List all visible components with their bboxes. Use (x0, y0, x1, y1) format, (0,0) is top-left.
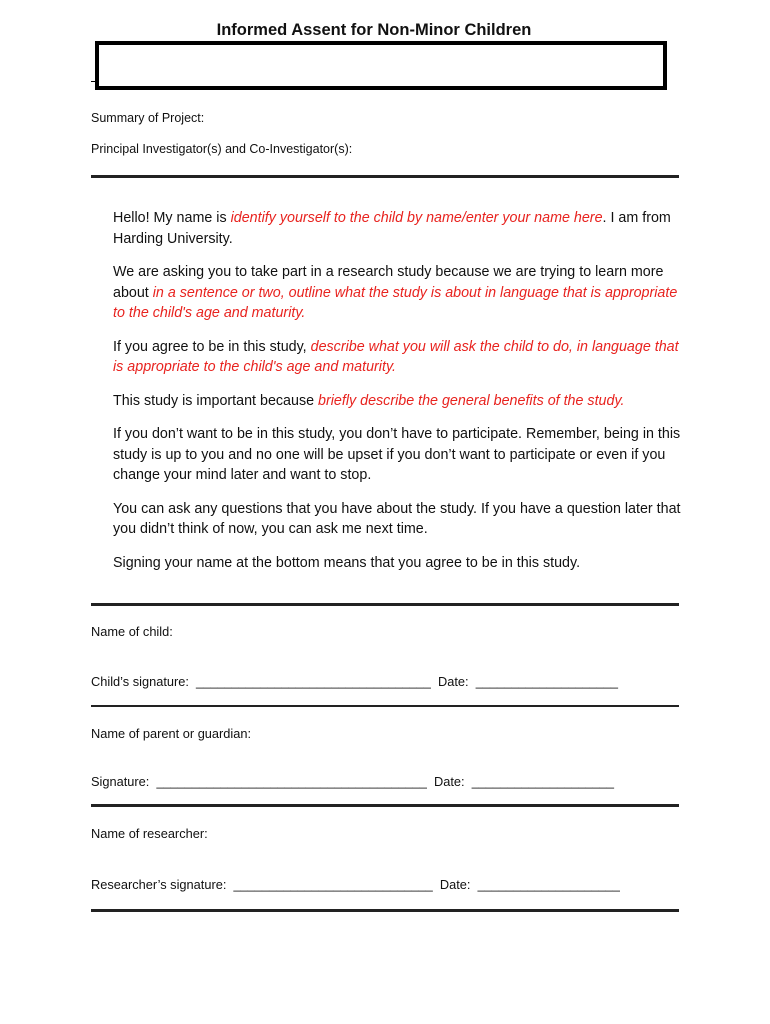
paragraph-benefits: This study is important because briefly describe the general benefits of the study. (113, 392, 625, 409)
summary-label: Summary of Project: (91, 111, 205, 125)
child-section-divider (91, 705, 679, 707)
assent-body (113, 208, 683, 586)
parent-name-label: Name of parent or guardian: (91, 726, 252, 741)
placeholder-procedures: describe what you will ask the child to do, in language that is appropriate to the child's age and maturity. (113, 338, 679, 375)
placeholder-benefits: briefly describe the general benefits of the study. (318, 392, 625, 409)
parent-section-divider (91, 804, 679, 807)
placeholder-name: identify yourself to the child by name/enter your name here (230, 210, 603, 226)
paragraph-purpose: We are asking you to take part in a research study because we are trying to learn more about in a sentence or two, outline what the study is about in language that is appropriate to the child's age and maturity. (113, 264, 678, 321)
footer-divider (91, 909, 679, 912)
paragraph-questions: You can ask any questions that you have about the study. If you have a question later that you didn’t think of now, you can ask me next time. (113, 500, 681, 537)
parent-signature-line[interactable]: Signature: ______________________________________ Date: ____________________ (91, 774, 615, 789)
signature-section-divider (91, 603, 679, 606)
paragraph-procedures: If you agree to be in this study, describe what you will ask the child to do, in language that is appropriate to the child's age and maturity. (113, 338, 679, 375)
redaction-box (95, 41, 667, 90)
investigators-label: Principal Investigator(s) and Co-Investigator(s): (91, 142, 353, 156)
researcher-name-label: Name of researcher: (91, 826, 208, 841)
researcher-signature-line[interactable]: Researcher’s signature: ____________________________ Date: ____________________ (91, 877, 620, 892)
child-signature-line[interactable]: Child’s signature: _________________________________ Date: ____________________ (91, 674, 619, 689)
child-name-label: Name of child: (91, 624, 173, 639)
paragraph-voluntary: If you don’t want to be in this study, you don’t have to participate. Remember, being in this study is up to you and no one will be upset if you don’t want to participate or even if you change your mind later and want to stop. (113, 426, 681, 483)
paragraph-greeting: Hello! My name is identify yourself to the child by name/enter your name here. I am from Harding University. (113, 210, 671, 247)
placeholder-purpose: in a sentence or two, outline what the study is about in language that is appropriate to the child's age and maturity. (113, 284, 678, 321)
header-divider (91, 175, 679, 178)
paragraph-signing: Signing your name at the bottom means that you agree to be in this study. (113, 554, 581, 571)
document-title: Informed Assent for Non-Minor Children (216, 21, 532, 39)
